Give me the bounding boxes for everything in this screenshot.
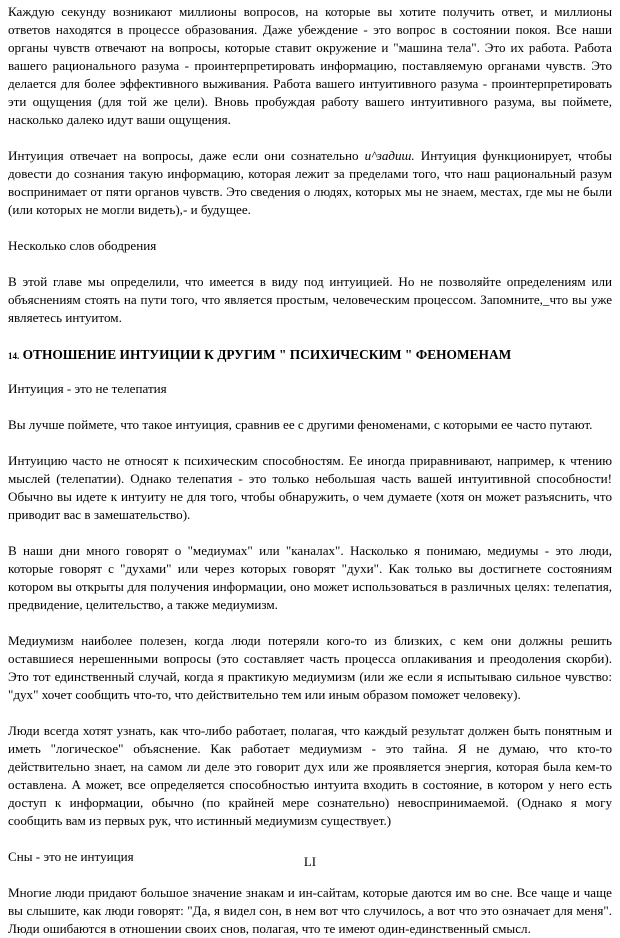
paragraph-telepathy: Интуицию часто не относят к психическим способностям. Ее иногда приравнивают, например, к чтению мыслей (телепатии). Однако телепатия - это только небольшая часть вашей интуитивной способности! Обычно вы идете к интуиту не для того, чтобы обнаружить, о чем думаете (хотя он может разъяснить, что приводит вас в замешательство).	[8, 453, 612, 522]
paragraph-intuition-answers	[8, 147, 612, 219]
subheading-encouragement: Несколько слов ободрения	[8, 238, 157, 253]
chapter-heading	[8, 345, 612, 366]
chapter-number: 14.	[8, 351, 20, 361]
chapter-title: ОТНОШЕНИЕ ИНТУИЦИИ К ДРУГИМ " ПСИХИЧЕСКИМ " ФЕНОМЕНАМ	[22, 347, 512, 362]
paragraph-mediums: В наши дни много говорят о "медиумах" или "каналах". Насколько я понимаю, медиумы - это люди, которые говорят с "духами" или через которых говорят "духи". Как только вы достигнете состояниям котором вы открыты для получения информации, оно может использоваться в различных целях: телепатия, предвидение, целительство, а также медиумизм.	[8, 543, 612, 612]
subheading-not-telepathy: Интуиция - это не телепатия	[8, 381, 167, 396]
paragraph-dreams: Многие люди придают большое значение знакам и ин-сайтам, которые даются им во сне. Все чаще и чаще вы слышите, как люди говорят: "Да, я видел сон, в нем вот что случилось, а вот что это означает для меня". Люди ошибаются в отношении своих снов, полагая, что те имеют один-единственный смысл.	[8, 885, 612, 936]
paragraph-questions: Каждую секунду возникают миллионы вопросов, на которые вы хотите получить ответ, и миллионы ответов находятся в процессе образования. Даже убеждение - это вопрос в состоянии покоя. Все наши органы чувств отвечают на вопросы, которые ставит окружение и "машина тела". Это их работа. Работа вашего рационального разума - проинтерпретировать информацию, поставляемую органами чувств. Это делается для более эффективного выживания. Работа вашего интуитивного разума - проинтерпретировать эти ощущения (для той же цели). Вновь пробуждая работу вашего интуитивного разума, вы поймете, насколько далеко идут ваши ощущения.	[8, 4, 612, 127]
paragraph-intuition-answers-start: Интуиция отвечает на вопросы, даже если они сознательно	[8, 148, 365, 163]
subheading-dreams: Сны - это не интуиция	[8, 849, 134, 864]
paragraph-chapter-summary: В этой главе мы определили, что имеется в виду под интуицией. Но не позволяйте определениям или объяснениям стоять на пути того, что является простым, человеческим процессом. Запомните,_что вы уже являетесь интуитом.	[8, 274, 612, 325]
paragraph-intuition-answers-italic: и^задиш.	[364, 148, 415, 163]
paragraph-compare-phenomena: Вы лучше поймете, что такое интуиция, сравнив ее с другими феноменами, с которыми ее часто путают.	[8, 417, 593, 432]
page-number: LI	[303, 854, 317, 869]
paragraph-intuition-answers-end: Интуиция функционирует, чтобы довести до сознания такую информацию, которая лежит за пределами того, что наш рациональный разум воспринимает от пяти органов чувств. Это сведения о людях, которых мы не знаем, местах, где мы не были (или которых не могли видеть),- и будущее.	[8, 148, 612, 217]
paragraph-mediumship-mystery: Люди всегда хотят узнать, как что-либо работает, полагая, что каждый результат должен быть понятным и иметь "логическое" объяснение. Как работает медиумизм - это тайна. Я не думаю, что кто-то действительно знает, на самом ли деле это говорит дух или же проявляется энергия, которая была кем-то оставлена. А может, все определяется способностью интуита входить в состояние, в котором у него есть доступ к информации, обычно (по крайней мере сознательно) невоспринимаемой. (Однако я могу сообщить вам из первых рук, что истинный медиумизм существует.)	[8, 723, 612, 828]
paragraph-mediumship-useful: Медиумизм наиболее полезен, когда люди потеряли кого-то из близких, с кем они должны решить оставшиеся нерешенными вопросы (это составляет часть процесса оплакивания и преодоления скорби). Это тот единственный случай, когда я практикую медиумизм (или же если я испытываю сильное чувство: "дух" хочет сообщить что-то, что действительно тем или иным образом поможет человеку).	[8, 633, 612, 702]
